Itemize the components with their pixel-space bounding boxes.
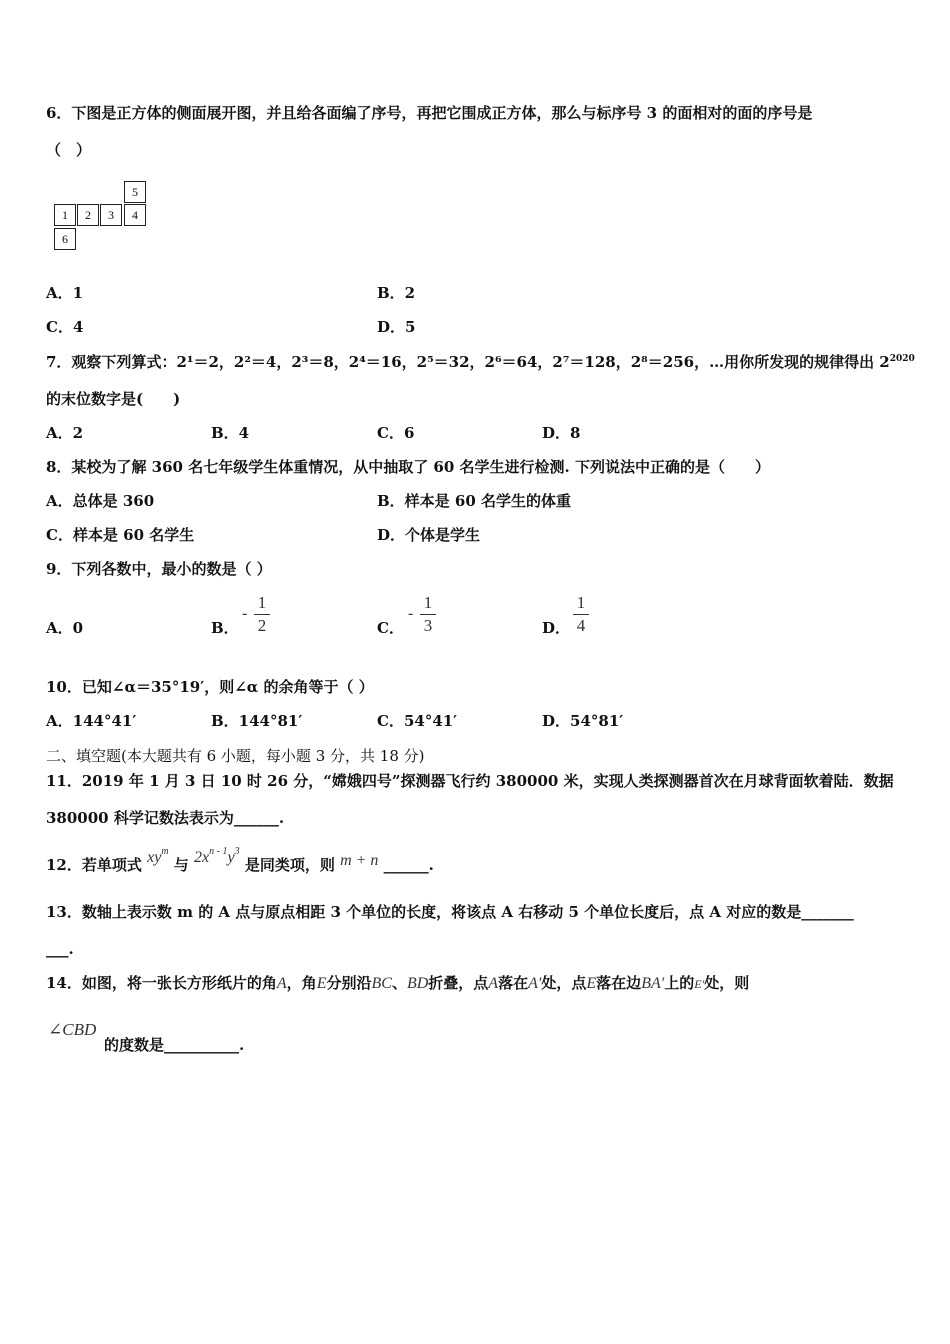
frac-c-bar (420, 614, 436, 615)
q12-blank: ______. (383, 856, 434, 874)
section-heading-fill-in: 二、填空题(本大题共有 6 小题，每小题 3 分，共 18 分) (46, 747, 425, 765)
q14-BD: BD (406, 975, 429, 992)
frac-d-bar (573, 614, 589, 615)
q7-exponent: 2020 (889, 354, 915, 364)
q14-text-1: 14．如图，将一张长方形纸片的角 (46, 974, 277, 992)
q10-stem: 10．已知∠α＝35°19′，则∠α 的余角等于（ ） (46, 678, 374, 696)
q14-A2: A (488, 975, 499, 992)
q14-text-4: 、 (391, 974, 407, 992)
q8-option-b: B．样本是 60 名学生的体重 (377, 492, 571, 510)
q11-line2: 380000 科学记数法表示为______. (46, 809, 285, 827)
net-cell-5: 5 (124, 181, 146, 203)
frac-b-bar (254, 614, 270, 615)
q14-line2: 的度数是__________. (104, 1036, 245, 1054)
frac-c-denominator: 3 (423, 616, 433, 635)
q6-option-b: B．2 (377, 284, 416, 302)
q14-text-2: ，角 (286, 974, 317, 992)
q14-text-5: 折叠，点 (428, 974, 489, 992)
cube-net-figure (54, 180, 150, 252)
q14-text-7: 处，点 (541, 974, 587, 992)
q14-E: E (316, 975, 327, 992)
net-cell-1: 1 (54, 204, 76, 226)
q9-option-c-label: C． (377, 619, 404, 637)
q7-stem-eqs: 2¹＝2，2²＝4，2³＝8，2⁴＝16，2⁵＝32，2⁶＝64，2⁷＝128，2⁸＝256，…用你所发现的规律得出 2 (176, 353, 890, 371)
q6-paren: （ ） (46, 141, 92, 159)
q14-text-8: 落在边 (596, 974, 642, 992)
frac-c-numerator: 1 (423, 593, 433, 612)
q14-line1 (46, 973, 749, 994)
q14-text-6: 落在 (498, 974, 529, 992)
q10-option-b: B．144°81′ (211, 712, 303, 730)
q12-term2-y: y (227, 849, 235, 866)
q12-term2-exp2: 3 (234, 846, 240, 857)
q12-mid: 与 (173, 856, 189, 874)
q7-stem (46, 352, 915, 372)
q12-term1-exp: m (161, 846, 169, 857)
frac-b-denominator: 2 (257, 616, 267, 635)
q9-option-b-label: B． (211, 619, 239, 637)
q6-stem: 6．下图是正方体的侧面展开图，并且给各面编了序号，再把它围成正方体，那么与标序号 3 的面相对的面的序号是 (46, 104, 813, 122)
frac-b-numerator: 1 (257, 593, 267, 612)
q9-option-c-fraction (420, 594, 436, 635)
q14-text-3: 分别沿 (326, 974, 372, 992)
net-cell-6: 6 (54, 228, 76, 250)
q10-option-c: C．54°41′ (377, 712, 458, 730)
q6-option-d: D．5 (377, 318, 416, 336)
q9-stem: 9．下列各数中，最小的数是（ ） (46, 560, 272, 578)
q11-line1: 11．2019 年 1 月 3 日 10 时 26 分，“嫦娥四号”探测器飞行约 380000 米，实现人类探测器首次在月球背面软着陆．数据 (46, 772, 894, 790)
frac-d-denominator: 4 (576, 616, 586, 635)
q9-option-b-fraction (254, 594, 270, 635)
q12-term2-base: 2x (194, 849, 210, 866)
q14-BA-prime: BA′ (641, 975, 665, 992)
q8-option-c: C．样本是 60 名学生 (46, 526, 195, 544)
q14-A-prime: A′ (528, 975, 542, 992)
q7-option-d: D．8 (542, 424, 581, 442)
q8-option-a: A．总体是 360 (46, 492, 155, 510)
q9-option-d-fraction (573, 594, 589, 635)
q13-line2: ___. (46, 940, 74, 958)
frac-d-numerator: 1 (576, 593, 586, 612)
q9-option-a: A．0 (46, 619, 84, 637)
q9-option-b-minus: - (242, 605, 248, 622)
q13-line1: 13．数轴上表示数 m 的 A 点与原点相距 3 个单位的长度，将该点 A 右移动 5 个单位长度后，点 A 对应的数是_______ (46, 903, 854, 921)
net-cell-3: 3 (100, 204, 122, 226)
q7-option-a: A．2 (46, 424, 84, 442)
q12-expr: m + n (340, 852, 379, 869)
q14-text-9: 上的 (664, 974, 695, 992)
q14-text-10: 处，则 (704, 974, 750, 992)
q9-option-d-label: D． (542, 619, 571, 637)
q6-option-a: A．1 (46, 284, 84, 302)
q14-E2: E (586, 975, 597, 992)
net-cell-2: 2 (77, 204, 99, 226)
q12-post: 是同类项，则 (244, 856, 335, 874)
q7-option-c: C．6 (377, 424, 415, 442)
q7-stem-pre: 7．观察下列算式： (46, 353, 177, 371)
q7-stem-line2: 的末位数字是( ) (46, 390, 181, 408)
q12-stem (46, 846, 434, 876)
net-cell-4: 4 (124, 204, 146, 226)
q10-option-a: A．144°41′ (46, 712, 137, 730)
q8-stem: 8．某校为了解 360 名七年级学生体重情况，从中抽取了 60 名学生进行检测. 下列说法中正确的是（ ） (46, 458, 770, 476)
q12-term1-base: xy (147, 849, 162, 866)
q6-option-c: C．4 (46, 318, 84, 336)
q12-term1 (147, 846, 169, 866)
q12-term2 (194, 846, 240, 866)
q14-BC: BC (371, 975, 392, 992)
q14-A: A (276, 975, 287, 992)
q9-option-c-minus: - (408, 605, 414, 622)
q7-option-b: B．4 (211, 424, 250, 442)
q10-option-d: D．54°81′ (542, 712, 624, 730)
q8-option-d: D．个体是学生 (377, 526, 481, 544)
q14-angle-cbd: ∠CBD (48, 1020, 97, 1039)
q14-E-prime: E′ (694, 977, 705, 991)
q12-term2-exp: n - 1 (209, 846, 228, 857)
q12-pre: 12．若单项式 (46, 856, 142, 874)
